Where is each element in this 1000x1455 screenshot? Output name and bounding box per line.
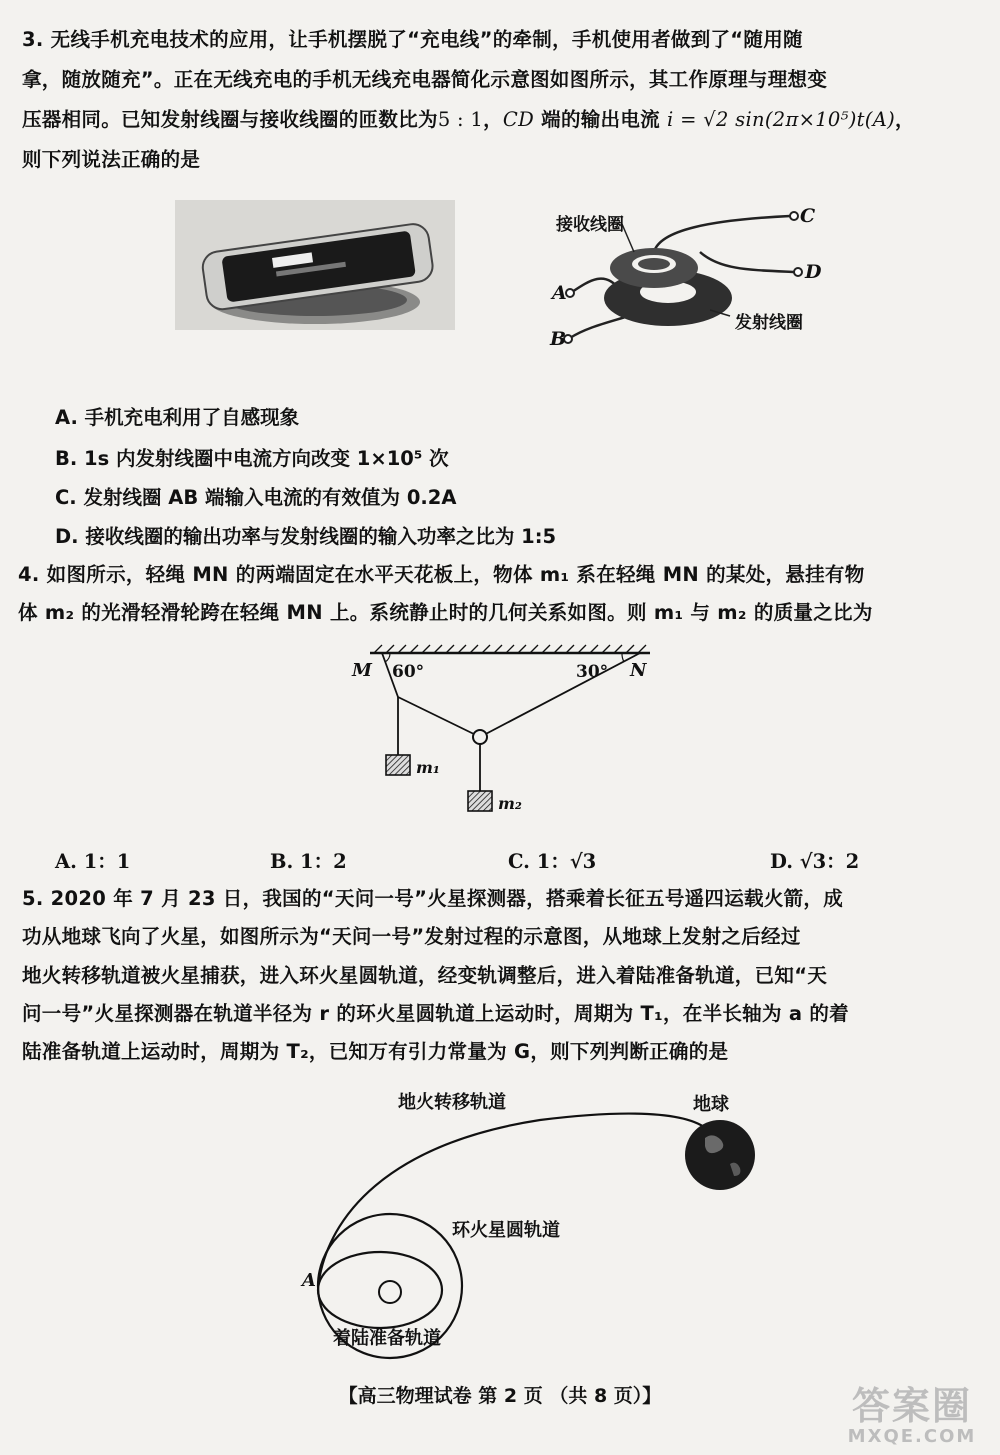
circular-orbit-label: 环火星圆轨道 [452, 1220, 560, 1241]
mass-m2-label: m₂ [498, 794, 522, 813]
q4-option-b: B. 1：2 [270, 850, 347, 873]
q3-line-4: 则下列说法正确的是 [22, 148, 201, 171]
q3-line-3: 压器相同。已知发射线圈与接收线圈的匝数比为5 : 1，CD 端的输出电流 i = √2 sin(2π×10⁵)t(A)， [22, 108, 915, 131]
point-m-label: M [352, 660, 372, 681]
point-n-label: N [630, 660, 647, 681]
phone-charger-photo [175, 200, 455, 330]
q5-line-1: 5. 2020 年 7 月 23 日，我国的“天问一号”火星探测器，搭乘着长征五号遥四运载火箭，成 [22, 887, 844, 910]
landing-orbit-label: 着陆准备轨道 [333, 1328, 441, 1349]
q3-option-c: C. 发射线圈 AB 端输入电流的有效值为 0.2A [55, 486, 457, 509]
site-watermark: 答案圈 MXQE.COM [847, 1384, 977, 1447]
q4-option-d: D. √3：2 [770, 850, 860, 873]
terminal-b-label: B [550, 328, 567, 350]
q5-line-3: 地火转移轨道被火星捕获，进入环火星圆轨道，经变轨调整后，进入着陆准备轨道，已知“天 [22, 964, 828, 987]
angle-30-label: 30° [576, 662, 609, 682]
mass-m1-label: m₁ [416, 758, 440, 777]
page-footer: 【高三物理试卷 第 2 页 （共 8 页）】 [338, 1385, 662, 1407]
orbit-diagram [290, 1080, 770, 1350]
q5-line-4: 问一号”火星探测器在轨道半径为 r 的环火星圆轨道上运动时，周期为 T₁，在半长轴为 a 的着 [22, 1002, 849, 1025]
earth-label: 地球 [693, 1094, 729, 1115]
q3-option-b: B. 1s 内发射线圈中电流方向改变 1×10⁵ 次 [55, 447, 449, 470]
q3-option-a: A. 手机充电利用了自感现象 [55, 406, 300, 429]
point-a-label: A [302, 1270, 316, 1291]
terminal-a-label: A [552, 282, 567, 304]
angle-60-label: 60° [392, 662, 425, 682]
q4-line-1: 4. 如图所示，轻绳 MN 的两端固定在水平天花板上，物体 m₁ 系在轻绳 MN 的某处，悬挂有物 [18, 563, 865, 586]
q3-line-2: 拿，随放随充”。正在无线充电的手机无线充电器简化示意图如图所示，其工作原理与理想变 [22, 68, 828, 91]
current-formula: i = √2 sin(2π×10⁵)t(A) [667, 108, 895, 131]
q3-option-d: D. 接收线圈的输出功率与发射线圈的输入功率之比为 1:5 [55, 525, 557, 548]
q4-line-2: 体 m₂ 的光滑轻滑轮跨在轻绳 MN 上。系统静止时的几何关系如图。则 m₁ 与 m₂ 的质量之比为 [18, 601, 873, 624]
q4-option-a: A. 1：1 [55, 850, 131, 873]
q4-option-c: C. 1：√3 [508, 850, 597, 873]
receive-coil-label: 接收线圈 [556, 215, 624, 235]
q5-line-5: 陆准备轨道上运动时，周期为 T₂，已知万有引力常量为 G，则下列判断正确的是 [22, 1040, 729, 1063]
transmit-coil-label: 发射线圈 [735, 313, 803, 333]
q5-line-2: 功从地球飞向了火星，如图所示为“天问一号”发射过程的示意图，从地球上发射之后经过 [22, 925, 801, 948]
transfer-orbit-label: 地火转移轨道 [398, 1092, 506, 1113]
terminal-d-label: D [805, 261, 822, 283]
q3-line-1: 3. 无线手机充电技术的应用，让手机摆脱了“充电线”的牵制，手机使用者做到了“随用随 [22, 28, 803, 51]
terminal-c-label: C [800, 205, 816, 227]
